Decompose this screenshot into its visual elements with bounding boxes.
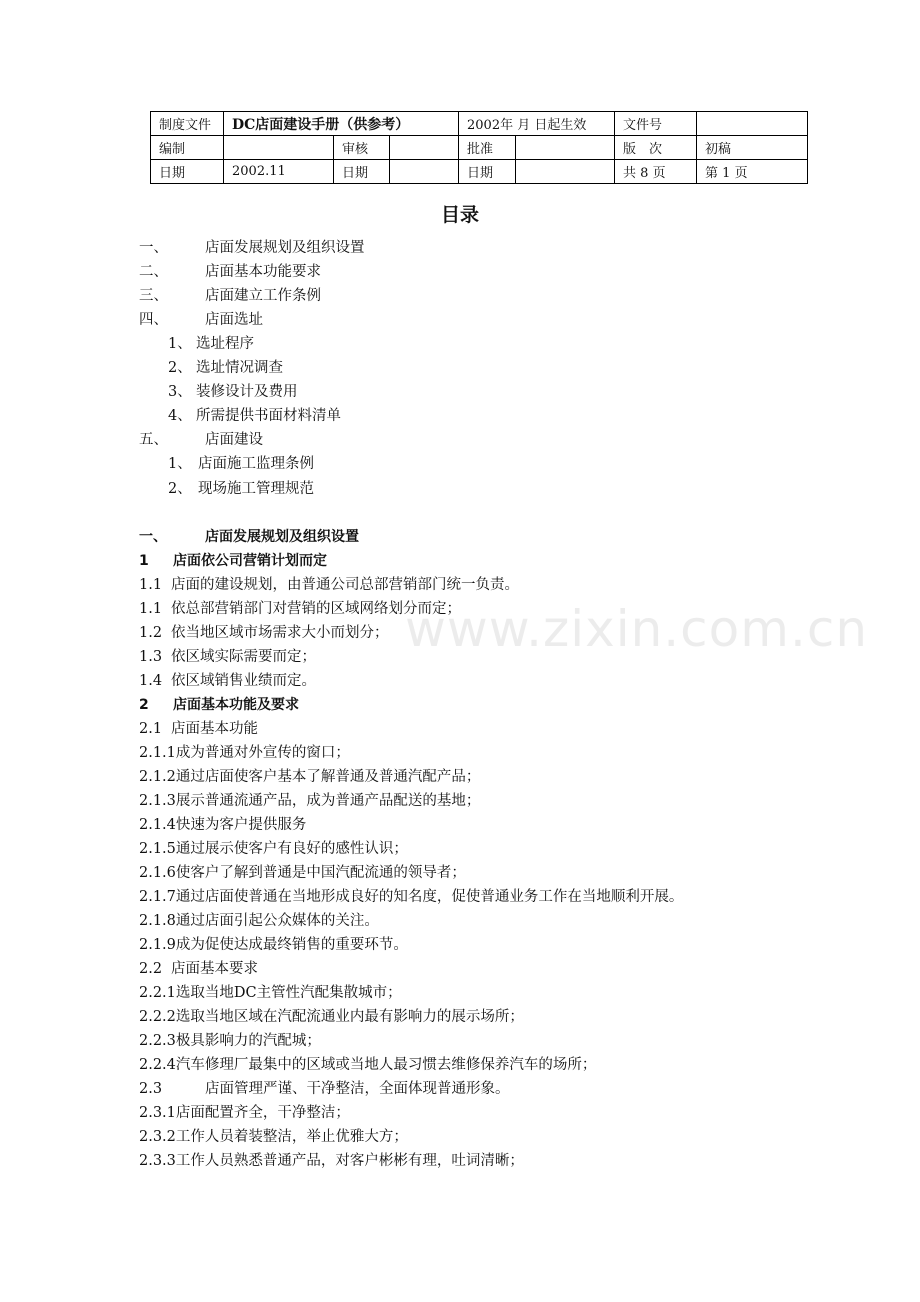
file-number-value	[697, 112, 808, 136]
current-page: 第 1 页	[697, 160, 808, 184]
toc-item-text: 选址情况调查	[196, 360, 283, 376]
line-text: 依区域销售业绩而定。	[171, 673, 316, 689]
toc-item-num: 五、	[139, 432, 168, 448]
toc-item-num: 3、	[168, 384, 192, 400]
toc-item-num: 一、	[139, 240, 168, 256]
line-text: 通过展示使客户有良好的感性认识；	[175, 841, 408, 857]
line-num: 1	[139, 553, 149, 569]
section-heading-text: 店面发展规划及组织设置	[205, 529, 359, 545]
line-num: 2.1.9	[139, 937, 176, 953]
version-value: 初稿	[697, 136, 808, 160]
line-text: 成为普通对外宣传的窗口；	[175, 745, 350, 761]
toc-item-text: 店面建设	[205, 432, 263, 448]
subsection-heading	[139, 551, 327, 571]
line-num: 2.1.2	[139, 769, 176, 785]
doc-type-label: 制度文件	[151, 112, 224, 136]
section-heading-num: 一、	[139, 529, 167, 545]
date-value-3	[516, 160, 615, 184]
toc-item-num: 2、	[168, 481, 192, 497]
body-line	[139, 647, 316, 667]
approve-label: 批准	[459, 136, 516, 160]
toc-item-text: 装修设计及费用	[196, 384, 298, 400]
line-num: 2.1.7	[139, 889, 176, 905]
file-number-label: 文件号	[615, 112, 697, 136]
line-num: 1.2	[139, 625, 163, 641]
body-line	[139, 1103, 350, 1123]
header-table	[150, 111, 808, 184]
line-num: 2.2.2	[139, 1009, 176, 1025]
watermark: www.zixin.com.cn	[405, 600, 869, 658]
toc-item[interactable]	[168, 454, 314, 474]
toc-item[interactable]	[139, 238, 365, 258]
body-line	[139, 935, 408, 955]
line-text: 展示普通流通产品，成为普通产品配送的基地；	[175, 793, 481, 809]
toc-item-text: 选址程序	[196, 336, 254, 352]
body-line	[139, 1031, 321, 1051]
line-num: 2.2.3	[139, 1033, 176, 1049]
subsection-heading	[139, 695, 299, 715]
toc-item[interactable]	[168, 334, 254, 354]
line-text: 通过店面引起公众媒体的关注。	[175, 913, 379, 929]
toc-item[interactable]	[139, 310, 263, 330]
line-num: 2.1.5	[139, 841, 176, 857]
effective-date-cell: 2002年 月 日起生效	[459, 112, 615, 136]
line-num: 1.4	[139, 673, 163, 689]
line-num: 1.1	[139, 601, 163, 617]
review-label: 审核	[334, 136, 390, 160]
line-text: 店面管理严谨、干净整洁，全面体现普通形象。	[205, 1081, 510, 1097]
line-text: 店面基本功能及要求	[173, 697, 299, 713]
header-row-1	[151, 112, 808, 136]
body-line	[139, 719, 258, 739]
body-line	[139, 791, 480, 811]
line-num: 1.1	[139, 577, 163, 593]
author-label: 编制	[151, 136, 224, 160]
toc-item-num: 二、	[139, 264, 168, 280]
line-text: 工作人员着装整洁，举止优雅大方；	[175, 1129, 408, 1145]
toc-item-num: 三、	[139, 288, 168, 304]
approve-value	[516, 136, 615, 160]
line-text: 店面配置齐全，干净整洁；	[175, 1105, 350, 1121]
toc-item[interactable]	[168, 406, 341, 426]
line-num: 2.1.1	[139, 745, 176, 761]
line-num: 2.3.3	[139, 1153, 176, 1169]
toc-item-text: 现场施工管理规范	[198, 481, 314, 497]
body-line	[139, 1007, 524, 1027]
line-text: 店面的建设规划，由普通公司总部营销部门统一负责。	[171, 577, 519, 593]
line-text: 成为促使达成最终销售的重要环节。	[175, 937, 408, 953]
date-label-2: 日期	[334, 160, 390, 184]
line-num: 2	[139, 697, 149, 713]
line-num: 2.1.4	[139, 817, 176, 833]
body-line	[139, 1151, 524, 1171]
toc-item-text: 店面施工监理条例	[198, 456, 314, 472]
line-num: 2.1.8	[139, 913, 176, 929]
line-text: 选取当地区域在汽配流通业内最有影响力的展示场所；	[175, 1009, 524, 1025]
line-text: 极具影响力的汽配城；	[175, 1033, 321, 1049]
body-line	[139, 671, 316, 691]
toc-item[interactable]	[168, 358, 283, 378]
line-text: 汽车修理厂最集中的区域或当地人最习惯去维修保养汽车的场所；	[175, 1057, 597, 1073]
toc-item[interactable]	[168, 479, 314, 499]
toc-item[interactable]	[168, 382, 298, 402]
line-text: 选取当地DC主管性汽配集散城市；	[175, 985, 402, 1001]
toc-item-num: 2、	[168, 360, 192, 376]
header-row-2	[151, 136, 808, 160]
line-text: 依总部营销部门对营销的区域网络划分而定；	[171, 601, 461, 617]
line-text: 使客户了解到普通是中国汽配流通的领导者；	[175, 865, 466, 881]
body-line	[139, 623, 389, 643]
line-text: 店面基本要求	[171, 961, 258, 977]
line-num: 2.2.1	[139, 985, 176, 1001]
line-text: 店面基本功能	[171, 721, 258, 737]
line-text: 依当地区域市场需求大小而划分；	[171, 625, 389, 641]
toc-item-text: 店面发展规划及组织设置	[205, 240, 365, 256]
date-label-3: 日期	[459, 160, 516, 184]
toc-item-num: 4、	[168, 408, 192, 424]
line-num: 1.3	[139, 649, 163, 665]
date-label-1: 日期	[151, 160, 224, 184]
author-value	[224, 136, 334, 160]
body-line	[139, 959, 258, 979]
line-num: 2.2	[139, 961, 163, 977]
line-num: 2.3.2	[139, 1129, 176, 1145]
doc-title-cell: DC店面建设手册（供参考）	[224, 112, 459, 136]
line-num: 2.3.1	[139, 1105, 176, 1121]
toc-item-text: 店面选址	[205, 312, 263, 328]
line-text: 快速为客户提供服务	[175, 817, 307, 833]
line-text: 依区域实际需要而定；	[171, 649, 316, 665]
body-line	[139, 743, 350, 763]
review-value	[390, 136, 459, 160]
body-line	[139, 1127, 408, 1147]
toc-item-num: 1、	[168, 336, 192, 352]
version-label: 版 次	[615, 136, 697, 160]
toc-item[interactable]	[139, 430, 263, 450]
toc-item-text: 店面基本功能要求	[205, 264, 321, 280]
body-line	[139, 839, 408, 859]
date-value-1: 2002.11	[224, 160, 334, 184]
toc-item[interactable]	[139, 286, 321, 306]
body-line	[139, 983, 402, 1003]
line-num: 2.1.6	[139, 865, 176, 881]
body-line	[139, 887, 683, 907]
toc-item-text: 所需提供书面材料清单	[196, 408, 341, 424]
section-heading	[139, 527, 359, 547]
body-line	[139, 575, 519, 595]
line-num: 2.3	[139, 1081, 163, 1097]
body-line	[139, 1079, 510, 1099]
body-line	[139, 863, 466, 883]
toc-item-text: 店面建立工作条例	[205, 288, 321, 304]
header-row-3	[151, 160, 808, 184]
body-line	[139, 815, 306, 835]
line-num: 2.2.4	[139, 1057, 176, 1073]
toc-title: 目录	[440, 204, 479, 226]
body-line	[139, 1055, 596, 1075]
toc-item[interactable]	[139, 262, 321, 282]
toc-item-num: 四、	[139, 312, 168, 328]
line-text: 通过店面使客户基本了解普通及普通汽配产品；	[175, 769, 481, 785]
body-line	[139, 911, 379, 931]
date-value-2	[390, 160, 459, 184]
toc-item-num: 1、	[168, 456, 192, 472]
line-text: 店面依公司营销计划而定	[173, 553, 327, 569]
body-line	[139, 767, 480, 787]
line-text: 工作人员熟悉普通产品，对客户彬彬有理，吐词清晰；	[175, 1153, 524, 1169]
line-text: 通过店面使普通在当地形成良好的知名度，促使普通业务工作在当地顺利开展。	[175, 889, 684, 905]
total-pages: 共 8 页	[615, 160, 697, 184]
line-num: 2.1	[139, 721, 163, 737]
line-num: 2.1.3	[139, 793, 176, 809]
